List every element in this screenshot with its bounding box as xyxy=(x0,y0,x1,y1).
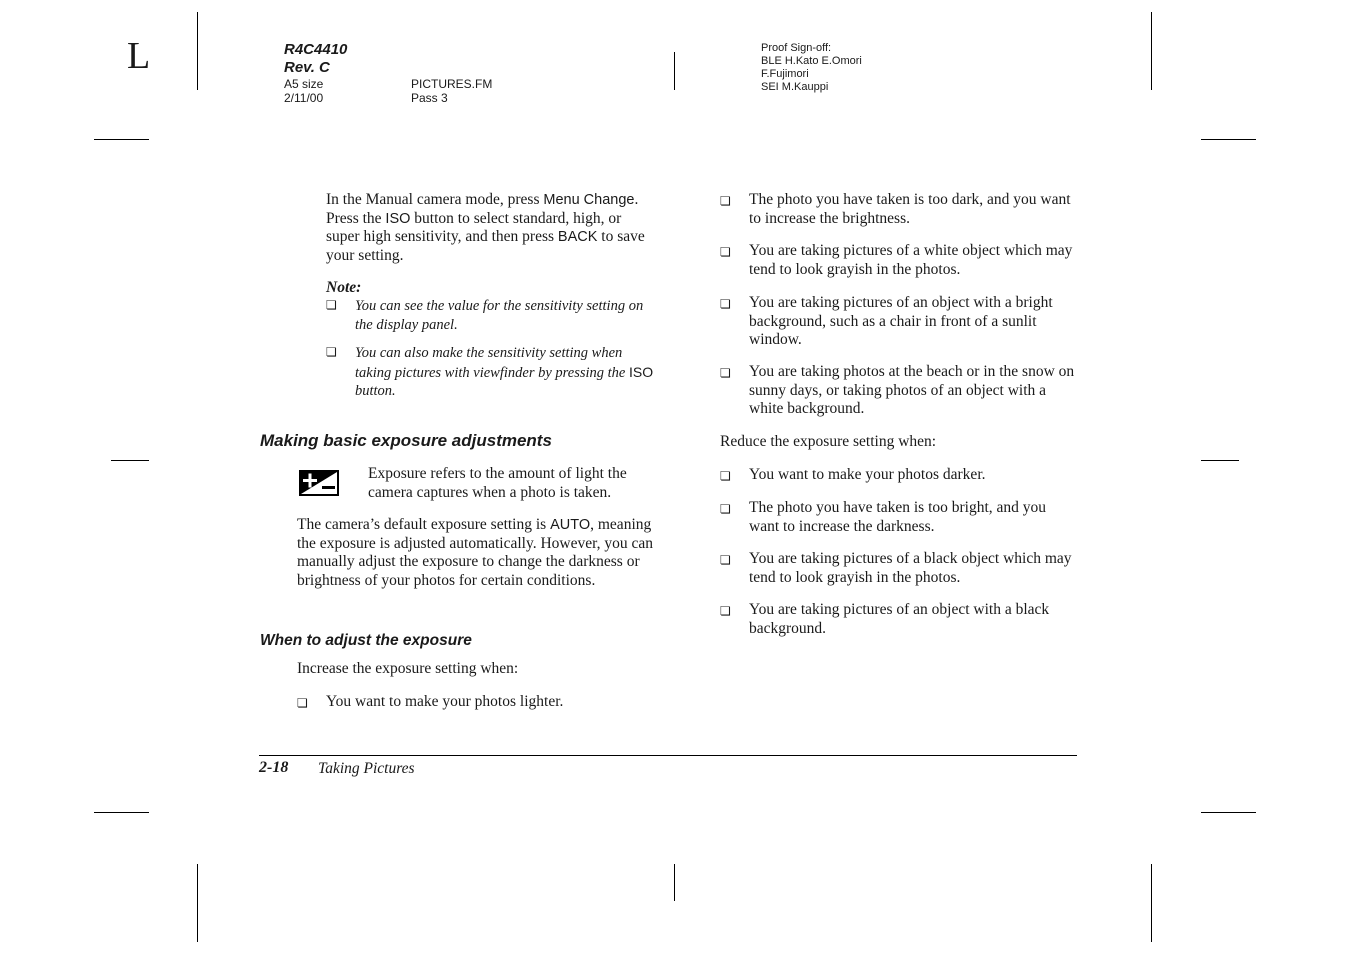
ui-label-iso: ISO xyxy=(629,363,654,380)
note-item: ❏ You can see the value for the sensitivity setting on the display panel. xyxy=(326,298,644,333)
crop-mark-right-middle xyxy=(1201,460,1239,461)
bullet-box-icon: ❏ xyxy=(326,298,337,312)
crop-mark-bottom-center xyxy=(674,864,675,901)
reduce-intro: Reduce the exposure setting when: xyxy=(720,433,937,450)
proof-line: Proof Sign-off: xyxy=(761,42,832,54)
proof-line: SEI M.Kauppi xyxy=(761,81,829,93)
ui-label-back: BACK xyxy=(557,229,598,245)
proof-line: BLE H.Kato E.Omori xyxy=(761,55,862,67)
exposure-compensation-icon xyxy=(298,469,340,497)
bullet-box-icon: ❏ xyxy=(326,345,337,359)
bullet-box-icon: ❏ xyxy=(720,366,731,380)
list-item: ❏ You are taking photos at the beach or in the snow on sunny days, or taking photos of an object with a white background. xyxy=(720,363,1075,417)
list-item: ❏ The photo you have taken is too bright, and you want to increase the darkness. xyxy=(720,499,1047,535)
file-name: PICTURES.FM xyxy=(411,77,493,91)
bullet-box-icon: ❏ xyxy=(297,696,308,710)
increase-intro: Increase the exposure setting when: xyxy=(297,660,519,677)
heading-when-to-adjust: When to adjust the exposure xyxy=(260,632,472,649)
ui-label-auto: AUTO xyxy=(550,517,591,533)
crop-mark-left-upper xyxy=(94,139,149,140)
list-item: ❏ You are taking pictures of a black object which may tend to look grayish in the photos. xyxy=(720,550,1072,586)
crop-mark-left-lower xyxy=(94,812,149,813)
footer-rule xyxy=(259,755,1077,756)
crop-mark-bottom-right xyxy=(1151,864,1152,942)
crop-mark-top-right xyxy=(1151,12,1152,90)
doc-code: R4C4410 xyxy=(284,41,348,58)
crop-mark-right-upper xyxy=(1201,139,1256,140)
proof-signoff xyxy=(761,42,862,94)
bullet-box-icon: ❏ xyxy=(720,502,731,516)
list-item: ❏ You are taking pictures of an object with a bright background, such as a chair in front of a sunlit window. xyxy=(720,294,1053,348)
crop-mark-top-left xyxy=(197,12,198,90)
paper-size: A5 size xyxy=(284,77,324,91)
list-item: ❏ You are taking pictures of a white object which may tend to look grayish in the photos. xyxy=(720,242,1073,278)
ui-label-iso: ISO xyxy=(385,210,411,227)
bullet-box-icon: ❏ xyxy=(720,604,731,618)
crop-mark-right-lower xyxy=(1201,812,1256,813)
pass-number: Pass 3 xyxy=(411,91,448,105)
note-label: Note: xyxy=(326,279,362,296)
intro-paragraph: In the Manual camera mode, press Menu Change. Press the ISO button to select standard, high, or super high sensitivity, and then press BACK to save your setting. xyxy=(326,191,645,264)
list-item: ❏ You are taking pictures of an object with a black background. xyxy=(720,601,1050,637)
crop-mark-left-middle xyxy=(111,460,149,461)
revision: Rev. C xyxy=(284,59,330,76)
bullet-box-icon: ❏ xyxy=(720,245,731,259)
crop-mark-top-center xyxy=(674,52,675,90)
list-item: ❏ The photo you have taken is too dark, and you want to increase the brightness. xyxy=(720,191,1071,227)
page-number: 2-18 xyxy=(259,759,289,776)
exposure-definition: Exposure refers to the amount of light the camera captures when a photo is taken. xyxy=(368,465,627,501)
doc-date: 2/11/00 xyxy=(284,91,324,105)
heading-exposure-adjustments: Making basic exposure adjustments xyxy=(260,431,552,450)
section-title: Taking Pictures xyxy=(318,760,415,777)
bullet-box-icon: ❏ xyxy=(720,553,731,567)
bullet-box-icon: ❏ xyxy=(720,469,731,483)
bullet-box-icon: ❏ xyxy=(720,297,731,311)
corner-mark: L xyxy=(127,35,151,77)
crop-mark-bottom-left xyxy=(197,864,198,942)
ui-label-menu-change: Menu Change xyxy=(543,192,635,208)
default-exposure-paragraph: The camera’s default exposure setting is AUTO, meaning the exposure is adjusted automatically. However, you can manually adjust the exposure to change the darkness or brightness of your photos for certain conditions. xyxy=(297,516,654,589)
list-item: ❏ You want to make your photos darker. xyxy=(720,466,1078,486)
bullet-box-icon: ❏ xyxy=(720,194,731,208)
list-item: ❏ You want to make your photos lighter. xyxy=(297,693,657,713)
proof-line: F.Fujimori xyxy=(761,68,809,80)
note-item: ❏ You can also make the sensitivity setting when taking pictures with viewfinder by pressing the ISO button. xyxy=(326,345,654,399)
